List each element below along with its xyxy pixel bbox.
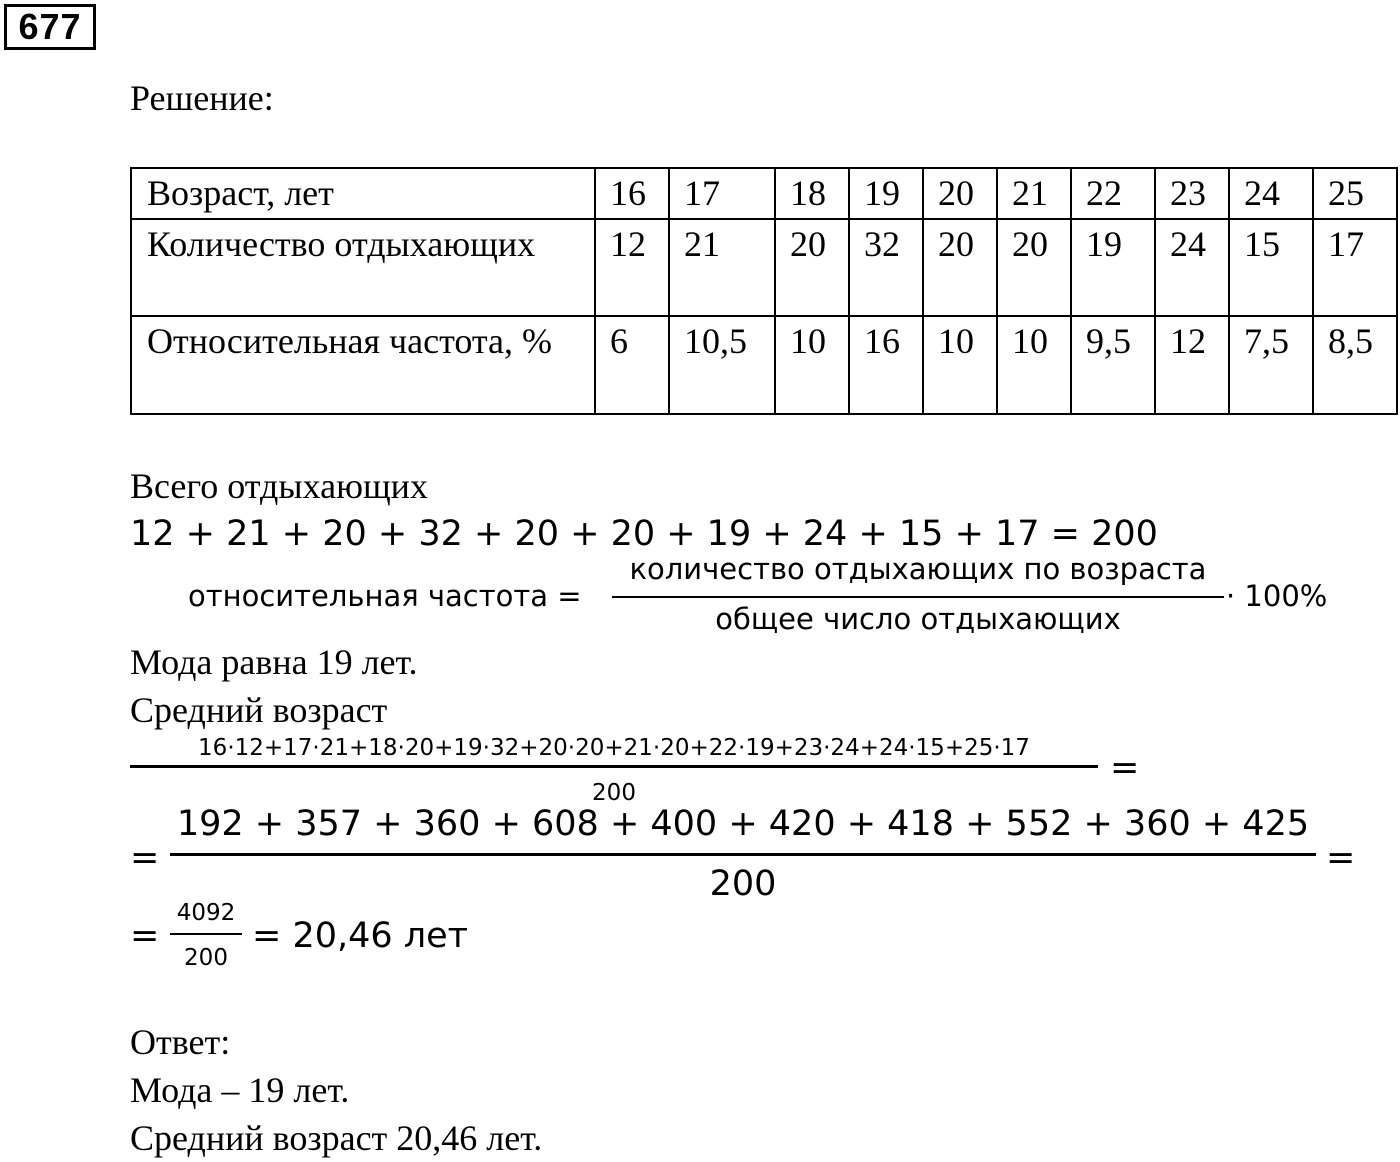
table-cell: 24 [1155,219,1229,316]
table-cell: 21 [997,168,1071,219]
table-cell: 10 [923,316,997,414]
table-cell: 20 [997,219,1071,316]
table-cell: 19 [849,168,923,219]
mean-equals-2: = [130,838,160,878]
table-cell: 15 [1229,219,1313,316]
table-cell: 20 [923,168,997,219]
mean-fraction1-line [130,765,1098,768]
mean-fraction1-numerator: 16·12+17·21+18·20+19·32+20·20+21·20+22·19+23·24+24·15+25·17 [198,735,1030,761]
mean-fraction3-line [170,933,242,935]
formula-denominator: общее число отдыхающих [715,602,1121,636]
table-cell: 6 [595,316,669,414]
table-cell: 22 [1071,168,1155,219]
mean-label: Средний возраст [130,690,388,730]
table-row-label: Количество отдыхающих [131,219,595,316]
mean-equals-4: = [130,916,160,956]
mean-equals-1: = [1110,748,1140,788]
table-cell: 10 [775,316,849,414]
table-cell: 16 [595,168,669,219]
table-cell: 25 [1313,168,1397,219]
solution-heading: Решение: [130,78,274,118]
table-cell: 12 [595,219,669,316]
table-cell: 23 [1155,168,1229,219]
table-cell: 19 [1071,219,1155,316]
problem-number: 677 [4,4,96,50]
table-cell: 32 [849,219,923,316]
table-cell: 17 [1313,219,1397,316]
table-cell: 12 [1155,316,1229,414]
table-cell: 9,5 [1071,316,1155,414]
formula-fraction-line [612,596,1224,598]
table-cell: 20 [923,219,997,316]
table-cell: 21 [669,219,775,316]
formula-multiplier: · 100% [1226,579,1328,613]
table-row-label: Возраст, лет [131,168,595,219]
table-cell: 10,5 [669,316,775,414]
table-cell: 8,5 [1313,316,1397,414]
answer-mode: Мода – 19 лет. [130,1070,350,1110]
mean-result [252,916,468,956]
total-label: Всего отдыхающих [130,466,428,506]
total-equation: 12 + 21 + 20 + 32 + 20 + 20 + 19 + 24 + 15 + 17 = 200 [130,514,1158,554]
mean-fraction3-denominator: 200 [184,945,228,971]
table-cell: 7,5 [1229,316,1313,414]
mean-fraction2-denominator: 200 [709,864,777,904]
table-row-label: Относительная частота, % [131,316,595,414]
formula-numerator: количество отдыхающих по возраста [629,552,1207,586]
mode-text: Мода равна 19 лет. [130,642,418,682]
formula-lhs: относительная частота = [188,579,582,613]
mean-fraction2-line [170,853,1316,856]
mean-equals-3: = [1326,838,1356,878]
mean-fraction1-denominator: 200 [592,780,636,806]
mean-result-text: = 20,46 лет [252,916,469,956]
table-row-frequency [131,316,1397,414]
table-cell: 20 [775,219,849,316]
table-row-count [131,219,1397,316]
mean-fraction2-numerator: 192 + 357 + 360 + 608 + 400 + 420 + 418 + 552 + 360 + 425 [176,804,1310,844]
answer-mean: Средний возраст 20,46 лет. [130,1118,543,1158]
table-cell: 18 [775,168,849,219]
answer-label: Ответ: [130,1022,231,1062]
table-row-age [131,168,1397,219]
frequency-table [130,167,1398,415]
table-cell: 10 [997,316,1071,414]
table-cell: 24 [1229,168,1313,219]
mean-fraction3-numerator: 4092 [176,900,236,926]
table-cell: 17 [669,168,775,219]
table-cell: 16 [849,316,923,414]
